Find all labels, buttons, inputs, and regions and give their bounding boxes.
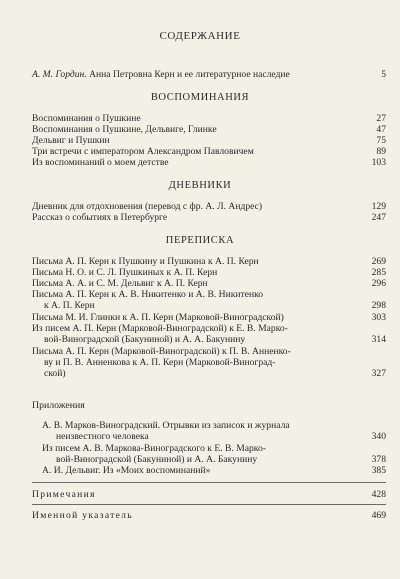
divider: [32, 504, 386, 505]
section-heading-memoirs: ВОСПОМИНАНИЯ: [150, 92, 250, 103]
toc-entry-continuation[interactable]: ву и П. В. Анненкова к А. П. Керн (Марковой-Виноград-: [44, 357, 276, 368]
toc-entry[interactable]: Рассказ о событиях в Петербурге 247: [32, 212, 386, 223]
toc-entry-continuation[interactable]: вой-Виноградской (Бакуниной) и А. А. Бакунину 314: [44, 334, 386, 345]
appendix-heading: Приложения: [32, 400, 85, 411]
divider: [32, 482, 386, 483]
toc-entry-continuation[interactable]: к А. П. Керн 298: [44, 300, 386, 311]
toc-entry[interactable]: Дельвиг и Пушкин 75: [32, 135, 386, 146]
toc-entry-continuation[interactable]: ской) 327: [44, 368, 386, 379]
toc-entry[interactable]: Три встречи с императором Александром Павловичем 89: [32, 146, 386, 157]
section-heading-correspondence: ПЕРЕПИСКА: [165, 235, 235, 246]
toc-entry-intro[interactable]: [32, 69, 386, 80]
toc-entry[interactable]: Письма Н. О. и С. Л. Пушкиных к А. П. Керн 285: [32, 267, 386, 278]
intro-author: А. М. Гордин.: [32, 69, 87, 80]
page-number: 5: [381, 69, 386, 80]
toc-entry-index[interactable]: Именной указатель 469: [32, 510, 386, 521]
toc-entry[interactable]: Воспоминания о Пушкине, Дельвиге, Глинке 47: [32, 124, 386, 135]
toc-entry-notes[interactable]: Примечания 428: [32, 489, 386, 500]
section-heading-diaries: ДНЕВНИКИ: [168, 180, 232, 191]
toc-entry[interactable]: Из воспоминаний о моем детстве 103: [32, 157, 386, 168]
toc-entry[interactable]: Из писем А. В. Маркова-Виноградского к Е. В. Марко-: [42, 443, 266, 454]
toc-entry[interactable]: Дневник для отдохновения (перевод с фр. А. Л. Андрес) 129: [32, 201, 386, 212]
toc-entry[interactable]: Письма А. П. Керн к А. В. Никитенко и А. В. Никитенко: [32, 289, 264, 300]
toc-entry[interactable]: А. В. Марков-Виноградский. Отрывки из записок и журнала: [42, 420, 290, 431]
toc-entry[interactable]: Письма А. П. Керн (Марковой-Виноградской) к П. В. Анненко-: [32, 346, 291, 357]
toc-entry-continuation[interactable]: неизвестного человека 340: [56, 431, 386, 442]
toc-entry[interactable]: Воспоминания о Пушкине 27: [32, 113, 386, 124]
toc-entry[interactable]: Письма А. П. Керн к Пушкину и Пушкина к А. П. Керн 269: [32, 256, 386, 267]
toc-entry[interactable]: А. И. Дельвиг. Из «Моих воспоминаний» 385: [42, 465, 386, 476]
toc-entry[interactable]: Из писем А. П. Керн (Марковой-Виноградской) к Е. В. Марко-: [32, 323, 288, 334]
toc-entry[interactable]: Письма А. А. и С. М. Дельвиг к А. П. Керн 296: [32, 278, 386, 289]
page-title: СОДЕРЖАНИЕ: [159, 30, 241, 42]
intro-title: Анна Петровна Керн и ее литературное наследие: [89, 69, 290, 80]
toc-entry-continuation[interactable]: вой-Виноградской (Бакуниной) и А. А. Бакунину 378: [56, 454, 386, 465]
toc-entry[interactable]: Письма М. И. Глинки к А. П. Керн (Марковой-Виноградской) 303: [32, 312, 386, 323]
